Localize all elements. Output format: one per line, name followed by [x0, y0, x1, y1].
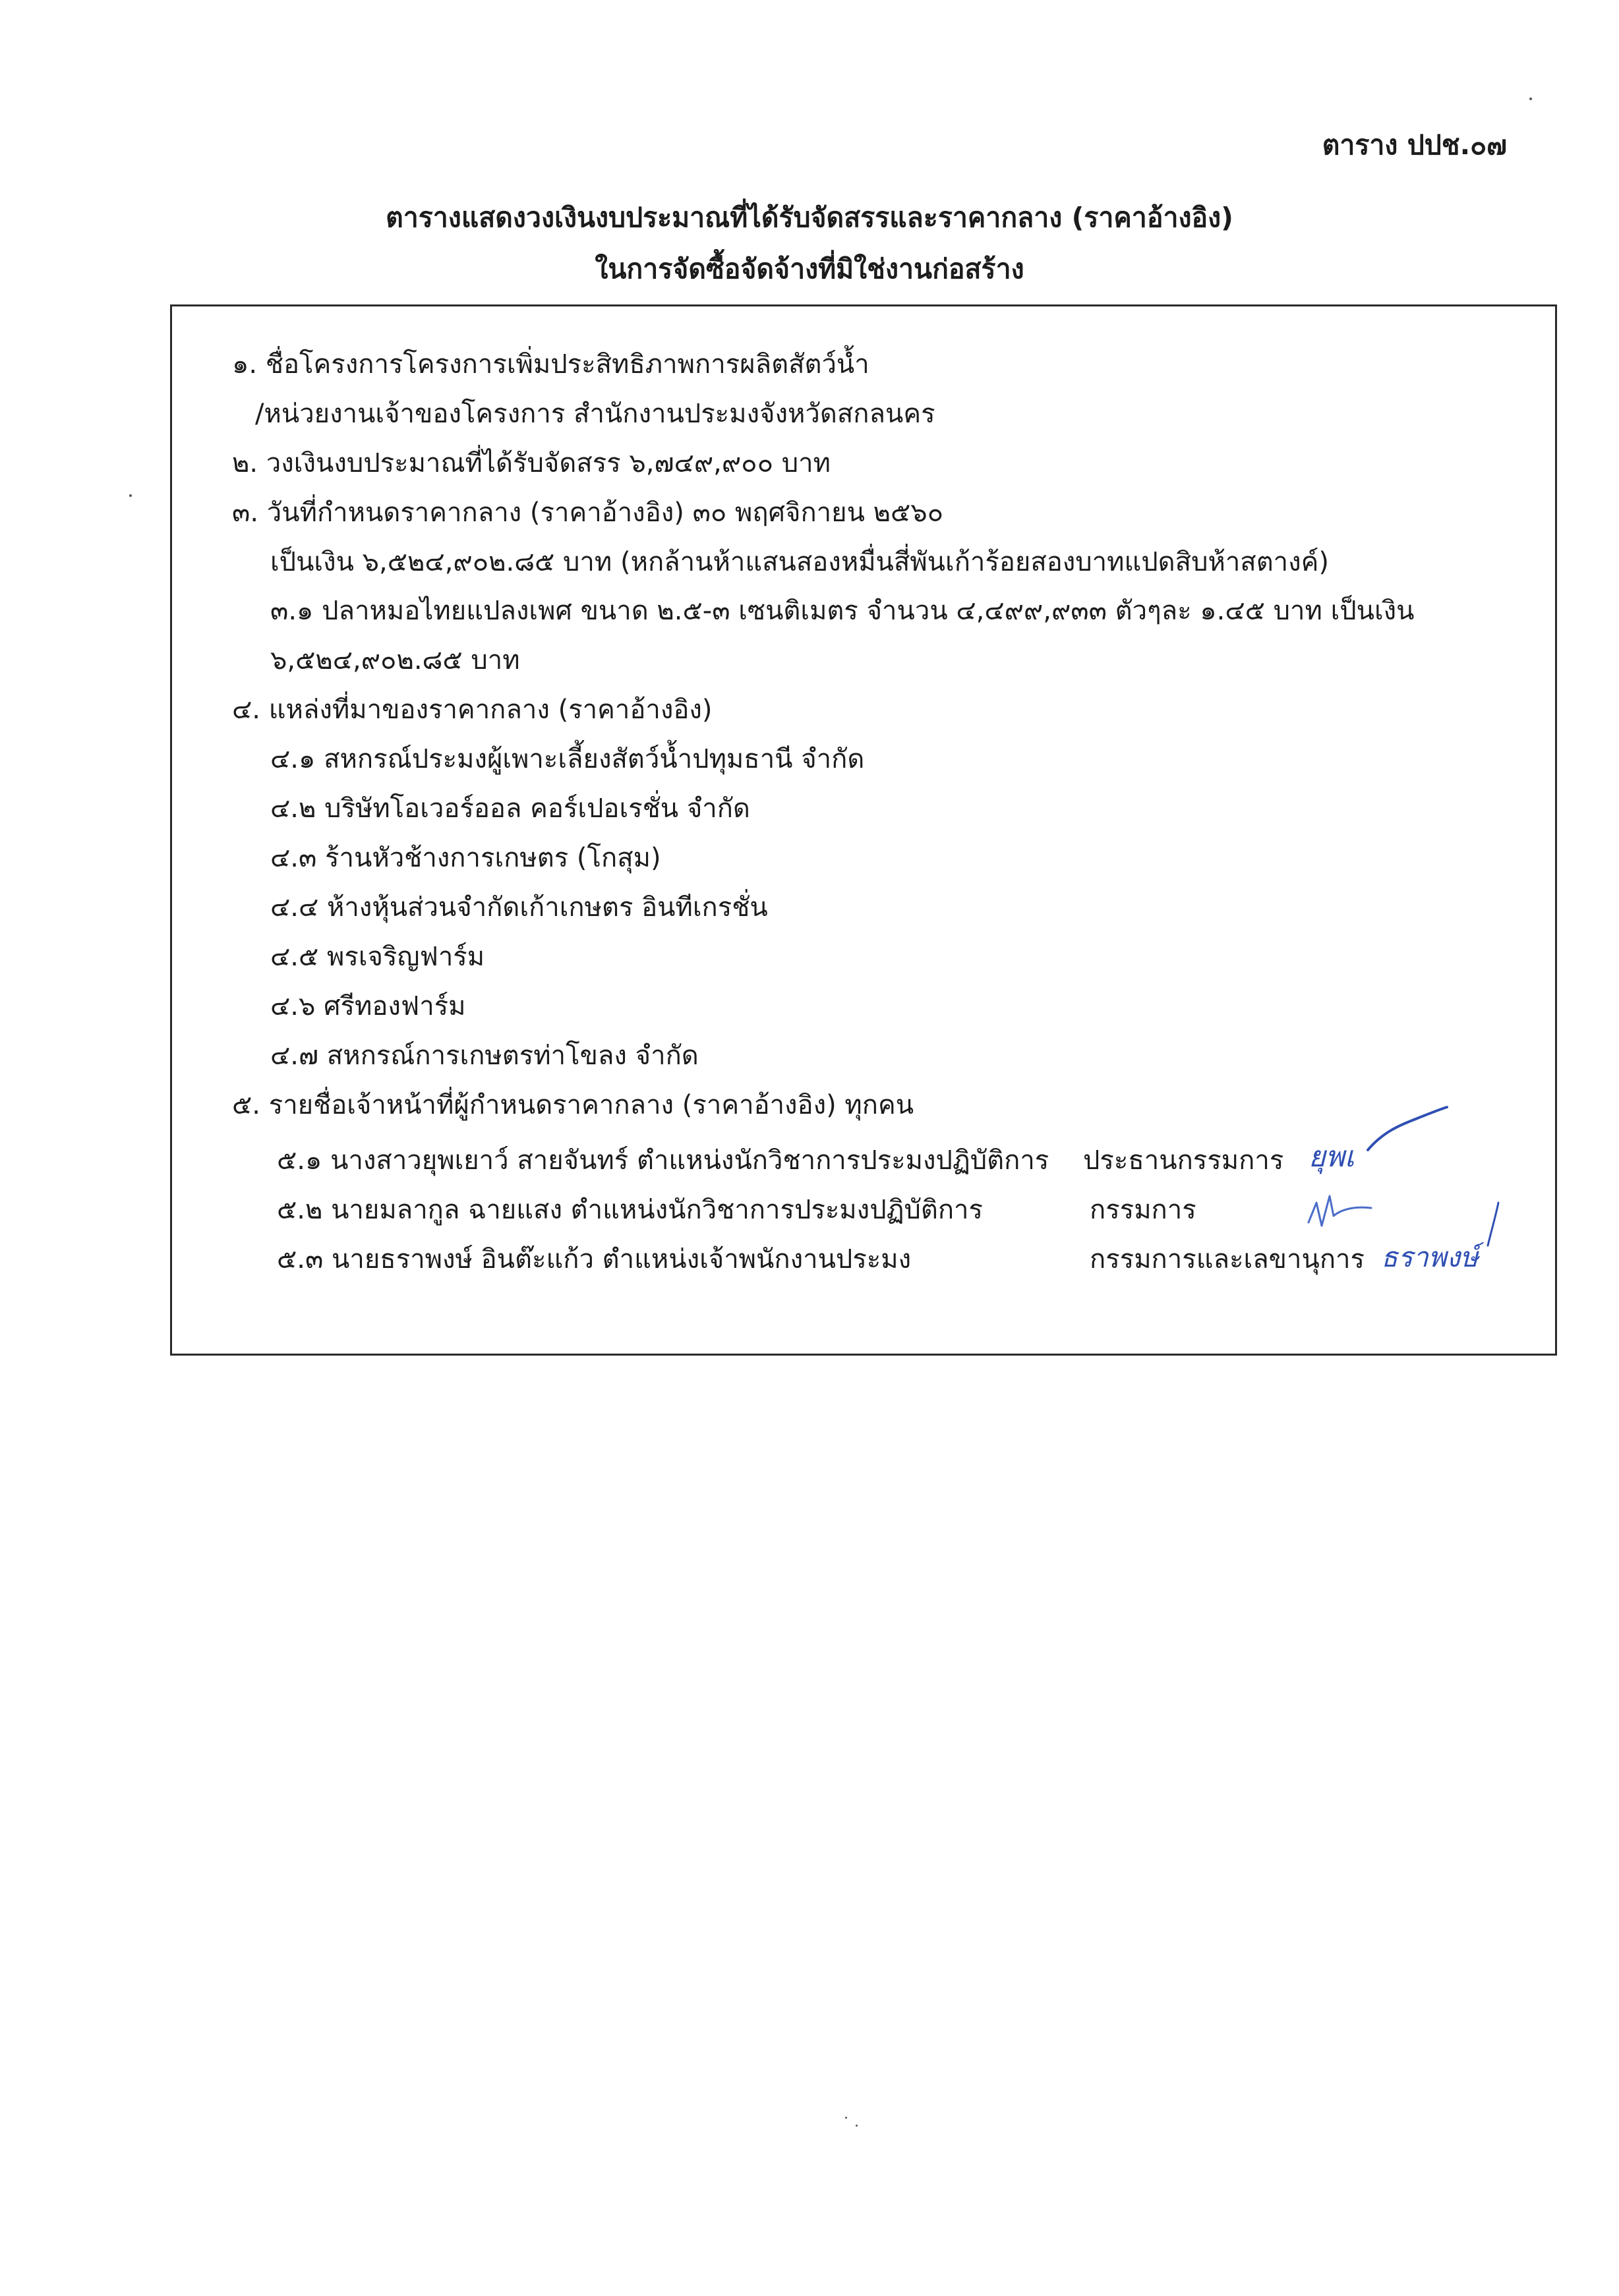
source-item: ๔.๒ บริษัทโอเวอร์ออล คอร์เปอเรชั่น จำกัด	[270, 793, 750, 824]
scan-speck	[845, 2117, 847, 2119]
document-subtitle: ในการจัดซื้อจัดจ้างที่มิใช่งานก่อสร้าง	[595, 253, 1024, 285]
source-item: ๔.๑ สหกรณ์ประมงผู้เพาะเลี้ยงสัตว์น้ำปทุมธานี จำกัด	[270, 744, 865, 774]
signature-chairman-flourish	[1365, 1104, 1450, 1157]
item-1-agency: /หน่วยงานเจ้าของโครงการ สำนักงานประมงจังหวัดสกลนคร	[255, 399, 935, 429]
officer-name-position: ๕.๑ นางสาวยุพเยาว์ สายจันทร์ ตำแหน่งนักวิชาการประมงปฏิบัติการ	[277, 1145, 1049, 1176]
scan-speck	[129, 494, 132, 497]
item-2-budget: ๒. วงเงินงบประมาณที่ได้รับจัดสรร ๖,๗๔๙,๙๐๐ บาท	[232, 448, 831, 478]
officer-name-position: ๕.๓ นายธราพงษ์ อินต๊ะแก้ว ตำแหน่งเจ้าพนักงานประมง	[277, 1244, 912, 1275]
scan-speck	[1529, 98, 1532, 100]
signature-committee-member	[1302, 1176, 1381, 1236]
signature-secretary-flourish	[1480, 1199, 1506, 1252]
signature-chairman: ยุพเ	[1309, 1140, 1355, 1174]
officer-role: ประธานกรรมการ	[1083, 1145, 1284, 1176]
officer-name-position: ๕.๒ นายมลากูล ฉายแสง ตำแหน่งนักวิชาการประมงปฏิบัติการ	[277, 1195, 983, 1225]
source-item: ๔.๕ พรเจริญฟาร์ม	[270, 942, 485, 972]
source-item: ๔.๔ ห้างหุ้นส่วนจำกัดเก้าเกษตร อินทีเกรชั่น	[270, 892, 768, 923]
source-item: ๔.๓ ร้านหัวช้างการเกษตร (โกสุม)	[270, 843, 661, 873]
item-3-1-total: ๖,๕๒๔,๙๐๒.๘๕ บาท	[270, 645, 520, 675]
source-item: ๔.๗ สหกรณ์การเกษตรท่าโขลง จำกัด	[270, 1041, 699, 1071]
officer-role: กรรมการและเลขานุการ	[1090, 1244, 1365, 1275]
item-3-amount: เป็นเงิน ๖,๕๒๔,๙๐๒.๘๕ บาท (หกล้านห้าแสนสองหมื่นสี่พันเก้าร้อยสองบาทแปดสิบห้าสตางค์)	[270, 547, 1330, 577]
item-3-reference-date: ๓. วันที่กำหนดราคากลาง (ราคาอ้างอิง) ๓๐ พฤศจิกายน ๒๕๖๐	[232, 498, 944, 528]
document-title: ตารางแสดงวงเงินงบประมาณที่ได้รับจัดสรรและราคากลาง (ราคาอ้างอิง)	[386, 202, 1233, 233]
source-item: ๔.๖ ศรีทองฟาร์ม	[270, 991, 466, 1021]
item-4-sources-heading: ๔. แหล่งที่มาของราคากลาง (ราคาอ้างอิง)	[232, 695, 713, 725]
form-code: ตาราง ปปช.๐๗	[1322, 129, 1507, 161]
officer-role: กรรมการ	[1090, 1195, 1196, 1225]
item-1-project-name: ๑. ชื่อโครงการโครงการเพิ่มประสิทธิภาพการผลิตสัตว์น้ำ	[232, 349, 869, 380]
item-5-officers-heading: ๕. รายชื่อเจ้าหน้าที่ผู้กำหนดราคากลาง (ราคาอ้างอิง) ทุกคน	[232, 1090, 914, 1120]
item-3-1-detail: ๓.๑ ปลาหมอไทยแปลงเพศ ขนาด ๒.๕-๓ เซนติเมตร จำนวน ๔,๔๙๙,๙๓๓ ตัวๆละ ๑.๔๕ บาท เป็นเงิน	[270, 596, 1415, 626]
scan-speck	[856, 2125, 858, 2127]
signature-secretary: ธราพงษ์	[1381, 1241, 1479, 1273]
